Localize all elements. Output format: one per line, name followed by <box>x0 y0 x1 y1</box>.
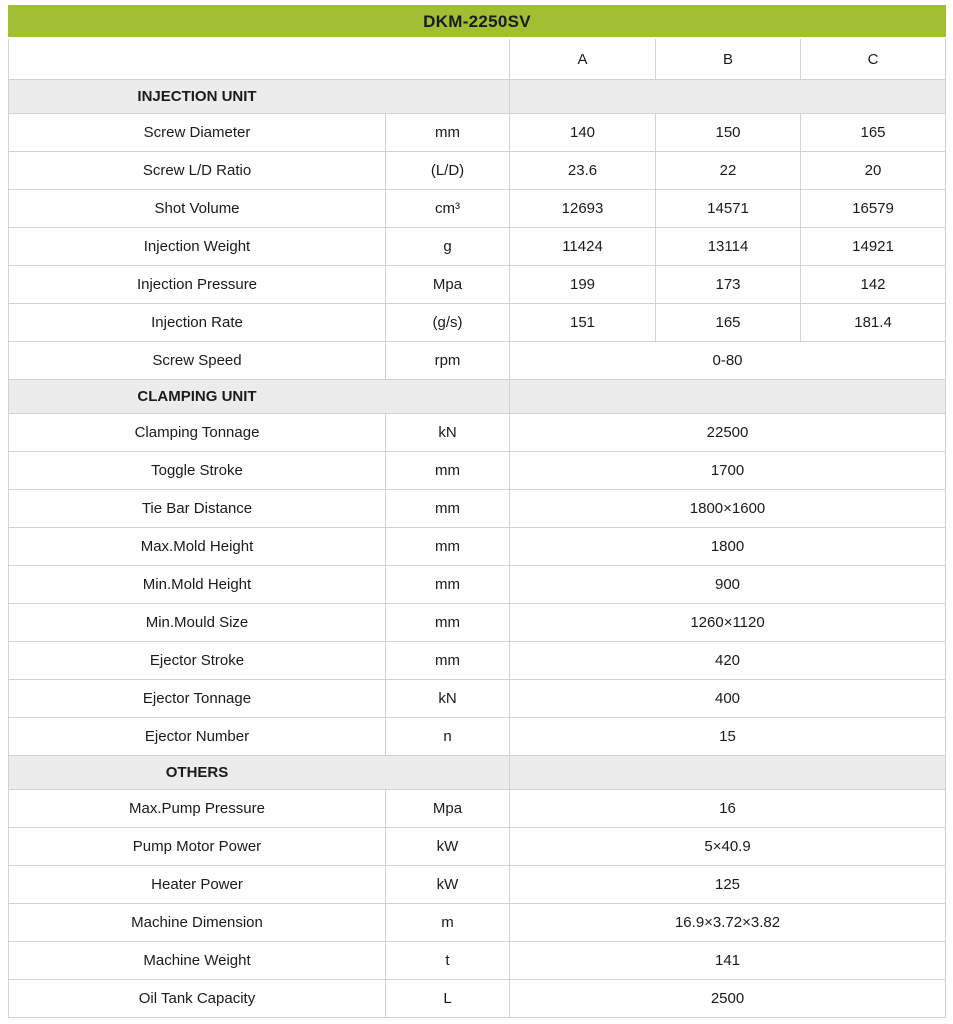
spec-value-c: 14921 <box>801 228 946 266</box>
section-spacer <box>510 380 946 414</box>
spec-row-ejector-stroke <box>9 642 946 680</box>
spec-value-b: 13114 <box>656 228 801 266</box>
spec-label: Injection Rate <box>9 304 386 342</box>
spec-value-b: 22 <box>656 152 801 190</box>
spec-value-b: 165 <box>656 304 801 342</box>
spec-row-heater-power <box>9 866 946 904</box>
spec-row-injection-pressure <box>9 266 946 304</box>
spec-value-c: 165 <box>801 114 946 152</box>
section-header-row-others <box>9 756 946 790</box>
spec-row-ejector-tonnage <box>9 680 946 718</box>
spec-unit: m <box>386 904 510 942</box>
spec-unit: kN <box>386 414 510 452</box>
spec-value-merged: 0-80 <box>510 342 946 380</box>
spec-label: Shot Volume <box>9 190 386 228</box>
spec-label: Machine Dimension <box>9 904 386 942</box>
spec-unit: g <box>386 228 510 266</box>
spec-unit: (g/s) <box>386 304 510 342</box>
spec-row-max-pump-pressure <box>9 790 946 828</box>
spec-value-a: 140 <box>510 114 656 152</box>
spec-value-merged: 1800×1600 <box>510 490 946 528</box>
spec-value-merged: 400 <box>510 680 946 718</box>
column-header-b: B <box>656 38 801 80</box>
spec-label: Machine Weight <box>9 942 386 980</box>
spec-row-injection-weight <box>9 228 946 266</box>
model-title: DKM-2250SV <box>9 6 946 39</box>
spec-label: Max.Pump Pressure <box>9 790 386 828</box>
table-title-row <box>9 6 946 39</box>
spec-label: Screw Speed <box>9 342 386 380</box>
spec-unit: mm <box>386 604 510 642</box>
spec-unit: n <box>386 718 510 756</box>
column-header-c: C <box>801 38 946 80</box>
spec-label: Min.Mould Size <box>9 604 386 642</box>
spec-row-screw-diameter <box>9 114 946 152</box>
spec-unit: kW <box>386 866 510 904</box>
spec-value-merged: 1700 <box>510 452 946 490</box>
spec-label: Min.Mold Height <box>9 566 386 604</box>
spec-unit: rpm <box>386 342 510 380</box>
section-header-row-injection-unit <box>9 80 946 114</box>
spec-row-oil-tank-capacity <box>9 980 946 1018</box>
spec-unit: kW <box>386 828 510 866</box>
spec-value-b: 150 <box>656 114 801 152</box>
spec-value-a: 199 <box>510 266 656 304</box>
spec-value-a: 23.6 <box>510 152 656 190</box>
spec-row-clamping-tonnage <box>9 414 946 452</box>
spec-value-merged: 1800 <box>510 528 946 566</box>
spec-unit: cm³ <box>386 190 510 228</box>
spec-label: Oil Tank Capacity <box>9 980 386 1018</box>
spec-label: Max.Mold Height <box>9 528 386 566</box>
spec-unit: mm <box>386 528 510 566</box>
spec-unit: t <box>386 942 510 980</box>
spec-label: Ejector Stroke <box>9 642 386 680</box>
spec-label: Injection Weight <box>9 228 386 266</box>
section-title: OTHERS <box>9 756 510 790</box>
spec-value-c: 16579 <box>801 190 946 228</box>
spec-value-a: 11424 <box>510 228 656 266</box>
spec-label: Screw L/D Ratio <box>9 152 386 190</box>
spec-value-merged: 900 <box>510 566 946 604</box>
spec-unit: mm <box>386 642 510 680</box>
spec-value-c: 20 <box>801 152 946 190</box>
spec-unit: Mpa <box>386 266 510 304</box>
spec-row-ejector-number <box>9 718 946 756</box>
spec-value-a: 151 <box>510 304 656 342</box>
spec-label: Tie Bar Distance <box>9 490 386 528</box>
section-spacer <box>510 756 946 790</box>
spec-label: Toggle Stroke <box>9 452 386 490</box>
spec-row-min-mold-height <box>9 566 946 604</box>
spec-value-merged: 420 <box>510 642 946 680</box>
spec-row-pump-motor-power <box>9 828 946 866</box>
spec-label: Screw Diameter <box>9 114 386 152</box>
spec-unit: L <box>386 980 510 1018</box>
section-header-row-clamping-unit <box>9 380 946 414</box>
spec-row-machine-dimension <box>9 904 946 942</box>
spec-unit: mm <box>386 452 510 490</box>
spec-value-b: 173 <box>656 266 801 304</box>
column-header-spacer <box>9 38 510 80</box>
column-header-row <box>9 38 946 80</box>
spec-value-merged: 1260×1120 <box>510 604 946 642</box>
spec-unit: Mpa <box>386 790 510 828</box>
spec-unit: (L/D) <box>386 152 510 190</box>
spec-label: Ejector Number <box>9 718 386 756</box>
spec-row-max-mold-height <box>9 528 946 566</box>
spec-table <box>8 5 946 1018</box>
spec-value-b: 14571 <box>656 190 801 228</box>
section-title: CLAMPING UNIT <box>9 380 510 414</box>
spec-label: Ejector Tonnage <box>9 680 386 718</box>
spec-value-merged: 15 <box>510 718 946 756</box>
spec-unit: mm <box>386 490 510 528</box>
spec-value-c: 181.4 <box>801 304 946 342</box>
spec-row-machine-weight <box>9 942 946 980</box>
spec-label: Injection Pressure <box>9 266 386 304</box>
spec-row-toggle-stroke <box>9 452 946 490</box>
spec-label: Pump Motor Power <box>9 828 386 866</box>
spec-value-merged: 16 <box>510 790 946 828</box>
spec-unit: mm <box>386 114 510 152</box>
spec-row-tie-bar-distance <box>9 490 946 528</box>
spec-row-screw-ld-ratio <box>9 152 946 190</box>
spec-value-merged: 5×40.9 <box>510 828 946 866</box>
spec-row-shot-volume <box>9 190 946 228</box>
spec-row-screw-speed <box>9 342 946 380</box>
spec-label: Heater Power <box>9 866 386 904</box>
spec-row-min-mould-size <box>9 604 946 642</box>
spec-value-a: 12693 <box>510 190 656 228</box>
spec-row-injection-rate <box>9 304 946 342</box>
spec-value-merged: 141 <box>510 942 946 980</box>
spec-unit: mm <box>386 566 510 604</box>
column-header-a: A <box>510 38 656 80</box>
spec-label: Clamping Tonnage <box>9 414 386 452</box>
spec-value-merged: 125 <box>510 866 946 904</box>
section-spacer <box>510 80 946 114</box>
spec-value-merged: 16.9×3.72×3.82 <box>510 904 946 942</box>
section-title: INJECTION UNIT <box>9 80 510 114</box>
spec-value-merged: 2500 <box>510 980 946 1018</box>
spec-unit: kN <box>386 680 510 718</box>
spec-value-merged: 22500 <box>510 414 946 452</box>
spec-value-c: 142 <box>801 266 946 304</box>
